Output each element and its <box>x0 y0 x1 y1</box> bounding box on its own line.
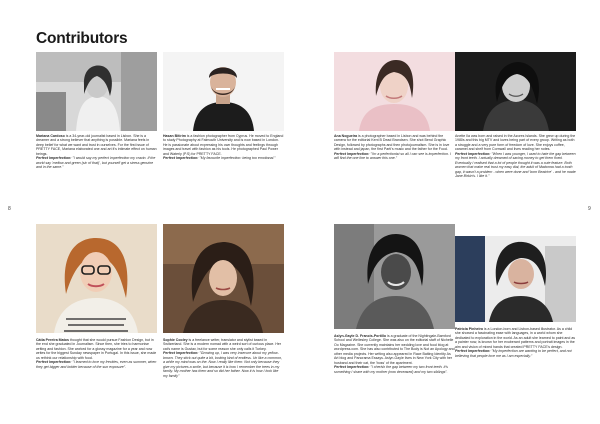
contributor-description: is a graduate of the Nightingale-Bamford School and Wellesley College. She was also on the editorial staff of Nichelle Oo Magazine. She currently maintains her wedding love and food blog at wordpress.com. She has also contributed to The Body is Not an Apology and other media projects. Her writing also appeared in Race Baiting Identity As Art blog and Panorama Essays. Aslyn-Gayle lives in New York City with her husband and their cat, the 'boss' of the apartment. <box>334 334 455 365</box>
contributor-bio-mariana <box>36 134 157 170</box>
perfect-imperfection-label: Perfect Imperfection: <box>455 151 491 156</box>
contributor-description: thought that she would pursue Fashion Design, but in the end she graduated in Journalism. Since then, she tries to harmonise writing and fashion. She worked for a glossy magazine for a year and now writes for the biggest Sunday newspaper in Portugal. In this issue, she made us rethink our relationship with food. <box>36 338 157 360</box>
contributor-bio-hasan <box>163 134 284 161</box>
perfect-imperfection-label: Perfect Imperfection: <box>334 151 370 156</box>
contributor-name: Patrícia Pinheiro <box>455 327 483 331</box>
perfect-imperfection-quote: "Growing up, I was very insecure about my yellow-brown. They stick out quite a bit, looking kind of endless. Un like a common, a while my mind was on the. Now I really like them: Not only because they give my pictures a smile, but because it is how I remember the trees in my family. My mother has them and so did her father. Now it is how I look like my family" <box>163 351 283 378</box>
page-number-left: 8 <box>8 206 11 212</box>
contributor-description: is a fashion photographer from Cyprus. He moved to England to study Photography at Falmouth University and is now based in London. He is passionate about expressing his own thoughts and feelings through images and travel with fashion as his tools. He photographed Paul Power and Waterly (P.S) for PRETTY FACE. <box>163 134 284 156</box>
contributor-bio-anette <box>455 134 576 179</box>
contributor-name: Aslyn-Gayle D. Francis-Portillo <box>334 334 387 338</box>
contributor-name: Cátia Pereira Matos <box>36 338 69 342</box>
contributor-photo-anette <box>455 52 576 131</box>
perfect-imperfection-quote: "My favourite imperfection: being too emotional." <box>199 156 276 161</box>
contributor-description: Anette Ila was born and raised in the Azores Islands. She grew up during the 1980s and this big MTV and loves being part of every group. Writing as both a struggle and a very pure form of freedom of love. She enjoys coffee, caramel and shelf from Cornwall and lives reading her notes. <box>455 134 576 152</box>
page-title: Contributors <box>36 30 128 47</box>
perfect-imperfection-quote: "I would say my perfect imperfection my cravin. If the world say 'mellow and green (sic of that)', but yourself get a stress genuine and in the same." <box>36 156 156 170</box>
perfect-imperfection-quote: "I'm a perfectionist so all I can see is imperfection. I will find the one line to answer this one." <box>334 151 451 161</box>
perfect-imperfection-label: Perfect Imperfection: <box>36 156 72 161</box>
perfect-imperfection-quote: "I cherish the gap between my two front teeth. It's something I share with my mother (now deceased) and my two siblings". <box>334 365 448 374</box>
perfect-imperfection-label: Perfect Imperfection: <box>334 365 370 370</box>
perfect-imperfection-label: Perfect Imperfection: <box>163 351 199 356</box>
contributor-name: Ana Nogueira <box>334 134 358 138</box>
contributor-description: is a freelance writer, translator and stylist based in Switzerland. She is a modern nomad with a weird sort of curious place. Her cat's name is Gustav, but for some reason she only calls it Turkey. <box>163 338 282 351</box>
perfect-imperfection-quote: "My imperfection are wanting to be perfect, and not believing that people love me as I am especially." <box>455 349 572 358</box>
contributor-bio-ana <box>334 134 455 161</box>
contributor-bio-patricia <box>455 327 576 358</box>
contributor-photo-sophie <box>163 224 284 333</box>
contributor-photo-mariana <box>36 52 157 131</box>
contributor-photo-ana <box>334 52 455 131</box>
contributor-bio-aslyn <box>334 334 455 374</box>
contributor-bio-catia <box>36 338 157 369</box>
contributor-name: Mariana Cardoso <box>36 134 65 138</box>
contributor-bio-sophie <box>163 338 284 378</box>
perfect-imperfection-quote: "I learned to love my freckles, even as summer, when they get bigger and bolder because of the sun exposure". <box>36 360 157 369</box>
perfect-imperfection-label: Perfect Imperfection: <box>163 156 199 161</box>
contributor-description: is a London-born and Lisbon-based illustrator. As a child she showed a fascinating ease with languages, in a world whom she dedicated to exploration in the world. As an adult she learned to paint and as a painter now, is known for her exuberant patterns and portrait images in the aim and vision of mixed hands that created PRETTY FACE's design. <box>455 327 576 349</box>
contributor-name: Hasan Bitirim <box>163 134 186 138</box>
contributor-photo-aslyn <box>334 224 455 329</box>
perfect-imperfection-label: Perfect Imperfection: <box>455 349 491 354</box>
contributor-name: Sophie Cooley <box>163 338 188 342</box>
contributor-description: is a photographer based in Lisbon and was behind the camera for the editorial Kent B Dead Brandsen. She shot Bend Graphic Design, followed by photographs and then photojournalism. She is in love with instead and japan, the first Parti's music and the father for the Food. <box>334 134 450 152</box>
contributor-photo-patricia <box>455 236 576 322</box>
page-number-right: 9 <box>588 206 591 212</box>
contributor-photo-catia <box>36 224 157 333</box>
contributor-photo-hasan <box>163 52 284 131</box>
contributor-description: is a 34-year-old journalist based in Lisbon. She is a dreamer and a strong believer that anything is possible. Mariana feels in deep belief for what we want and trust in ourselves. For the first issue of PRETTY FACE, Mariana elaborated one and art it's intimate effect on human beings. <box>36 134 157 156</box>
perfect-imperfection-quote: "When I was younger, I used to hate the gap between my front teeth. I actually dreamed of saving money to get them fixed. Eventually I realised that a lot of people thought it was a cute feature. Both women that make real trust my easy dial, the adult of Madonna had a tooth gap, it wasn't a problem - when were done and 'born Beatrice' - and he made Jane Birkin's. I like it." <box>455 151 576 179</box>
perfect-imperfection-label: Perfect Imperfection: <box>36 360 72 365</box>
